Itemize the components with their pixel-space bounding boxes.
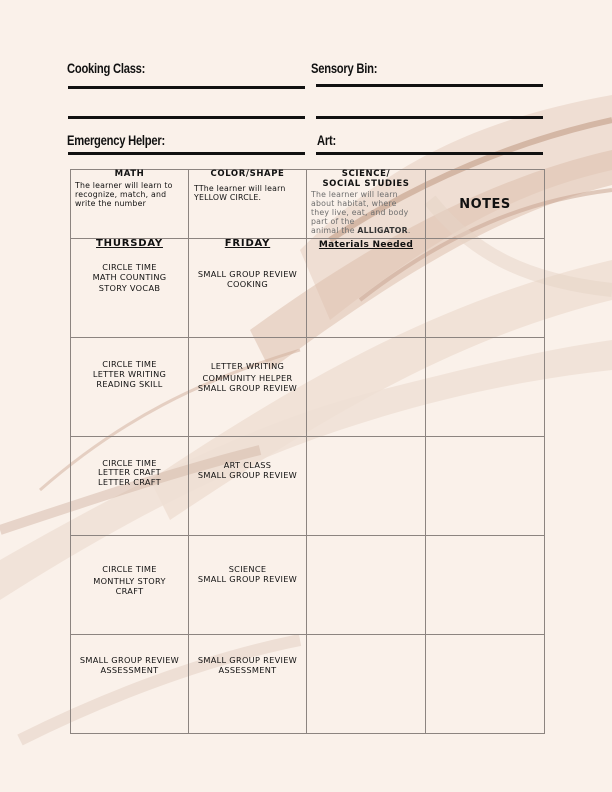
color-shape-title: COLOR/SHAPE xyxy=(210,169,285,179)
materials-cell-5[interactable] xyxy=(307,635,426,734)
sensory-bin-line[interactable] xyxy=(316,84,543,87)
thursday-activities-4: CIRCLE TIME MONTHLY STORY CRAFT xyxy=(93,564,166,596)
math-title: MATH xyxy=(114,169,145,179)
notes-cell-2[interactable] xyxy=(426,338,545,437)
notes-cell-4[interactable] xyxy=(426,536,545,635)
materials-cell-4[interactable] xyxy=(307,536,426,635)
cooking-class-line[interactable] xyxy=(68,86,305,89)
math-description: The learner will learn to recognize, match, and write the number xyxy=(75,180,173,208)
friday-cell-3[interactable] xyxy=(189,437,307,536)
thursday-cell-4[interactable] xyxy=(71,536,189,635)
notes-header-cell[interactable] xyxy=(426,170,545,239)
friday-cell-5[interactable] xyxy=(189,635,307,734)
thursday-cell-2[interactable] xyxy=(71,338,189,437)
friday-heading: FRIDAY xyxy=(224,238,271,249)
thursday-activities-2: CIRCLE TIME LETTER WRITING READING SKILL xyxy=(92,359,167,389)
materials-cell-2[interactable] xyxy=(307,338,426,437)
color-shape-header-cell[interactable] xyxy=(189,170,307,239)
cooking-class-label: Cooking Class: xyxy=(67,60,146,76)
emergency-helper-label: Emergency Helper: xyxy=(67,132,166,148)
thursday-cell-5[interactable] xyxy=(71,635,189,734)
friday-cell-4[interactable] xyxy=(189,536,307,635)
sensory-bin-line-2[interactable] xyxy=(316,116,543,119)
thursday-activities-1: CIRCLE TIME MATH COUNTING STORY VOCAB xyxy=(92,262,167,293)
materials-needed-heading: Materials Needed xyxy=(318,240,414,250)
friday-activities-5: SMALL GROUP REVIEW ASSESSMENT xyxy=(197,655,298,675)
materials-cell-3[interactable] xyxy=(307,437,426,536)
friday-activities-2: LETTER WRITING COMMUNITY HELPER SMALL GROUP REVIEW xyxy=(197,361,298,393)
science-title-line2: SOCIAL STUDIES xyxy=(322,178,410,189)
friday-activities-1: SMALL GROUP REVIEW COOKING xyxy=(197,269,298,289)
cooking-class-line-2[interactable] xyxy=(68,116,305,119)
notes-cell-1[interactable] xyxy=(426,239,545,338)
thursday-activities-5: SMALL GROUP REVIEW ASSESSMENT xyxy=(79,655,180,675)
friday-activities-3: ART CLASS SMALL GROUP REVIEW xyxy=(197,460,298,480)
friday-cell-1[interactable] xyxy=(189,239,307,338)
sensory-bin-label: Sensory Bin: xyxy=(311,60,378,76)
thursday-activities-3: CIRCLE TIME LETTER CRAFT LETTER CRAFT xyxy=(98,458,161,487)
color-shape-description: TThe learner will learn YELLOW CIRCLE. xyxy=(194,183,286,202)
friday-activities-4: SCIENCE SMALL GROUP REVIEW xyxy=(197,564,298,584)
art-line[interactable] xyxy=(316,152,543,155)
materials-cell-1[interactable] xyxy=(307,239,426,338)
thursday-cell-3[interactable] xyxy=(71,437,189,536)
emergency-helper-line[interactable] xyxy=(68,152,305,155)
friday-cell-2[interactable] xyxy=(189,338,307,437)
art-label: Art: xyxy=(317,132,336,148)
thursday-cell-1[interactable] xyxy=(71,239,189,338)
thursday-heading: THURSDAY xyxy=(96,238,163,249)
notes-cell-3[interactable] xyxy=(426,437,545,536)
notes-cell-5[interactable] xyxy=(426,635,545,734)
science-header-cell[interactable] xyxy=(307,170,426,239)
science-description: The learner will learn about habitat, where they live, eat, and body part of the animal the ALLIGATOR. xyxy=(311,190,411,235)
math-header-cell[interactable] xyxy=(71,170,189,239)
science-title-line1: SCIENCE/ xyxy=(341,169,391,179)
lesson-plan-grid xyxy=(70,169,545,734)
notes-title: NOTES xyxy=(459,197,511,212)
